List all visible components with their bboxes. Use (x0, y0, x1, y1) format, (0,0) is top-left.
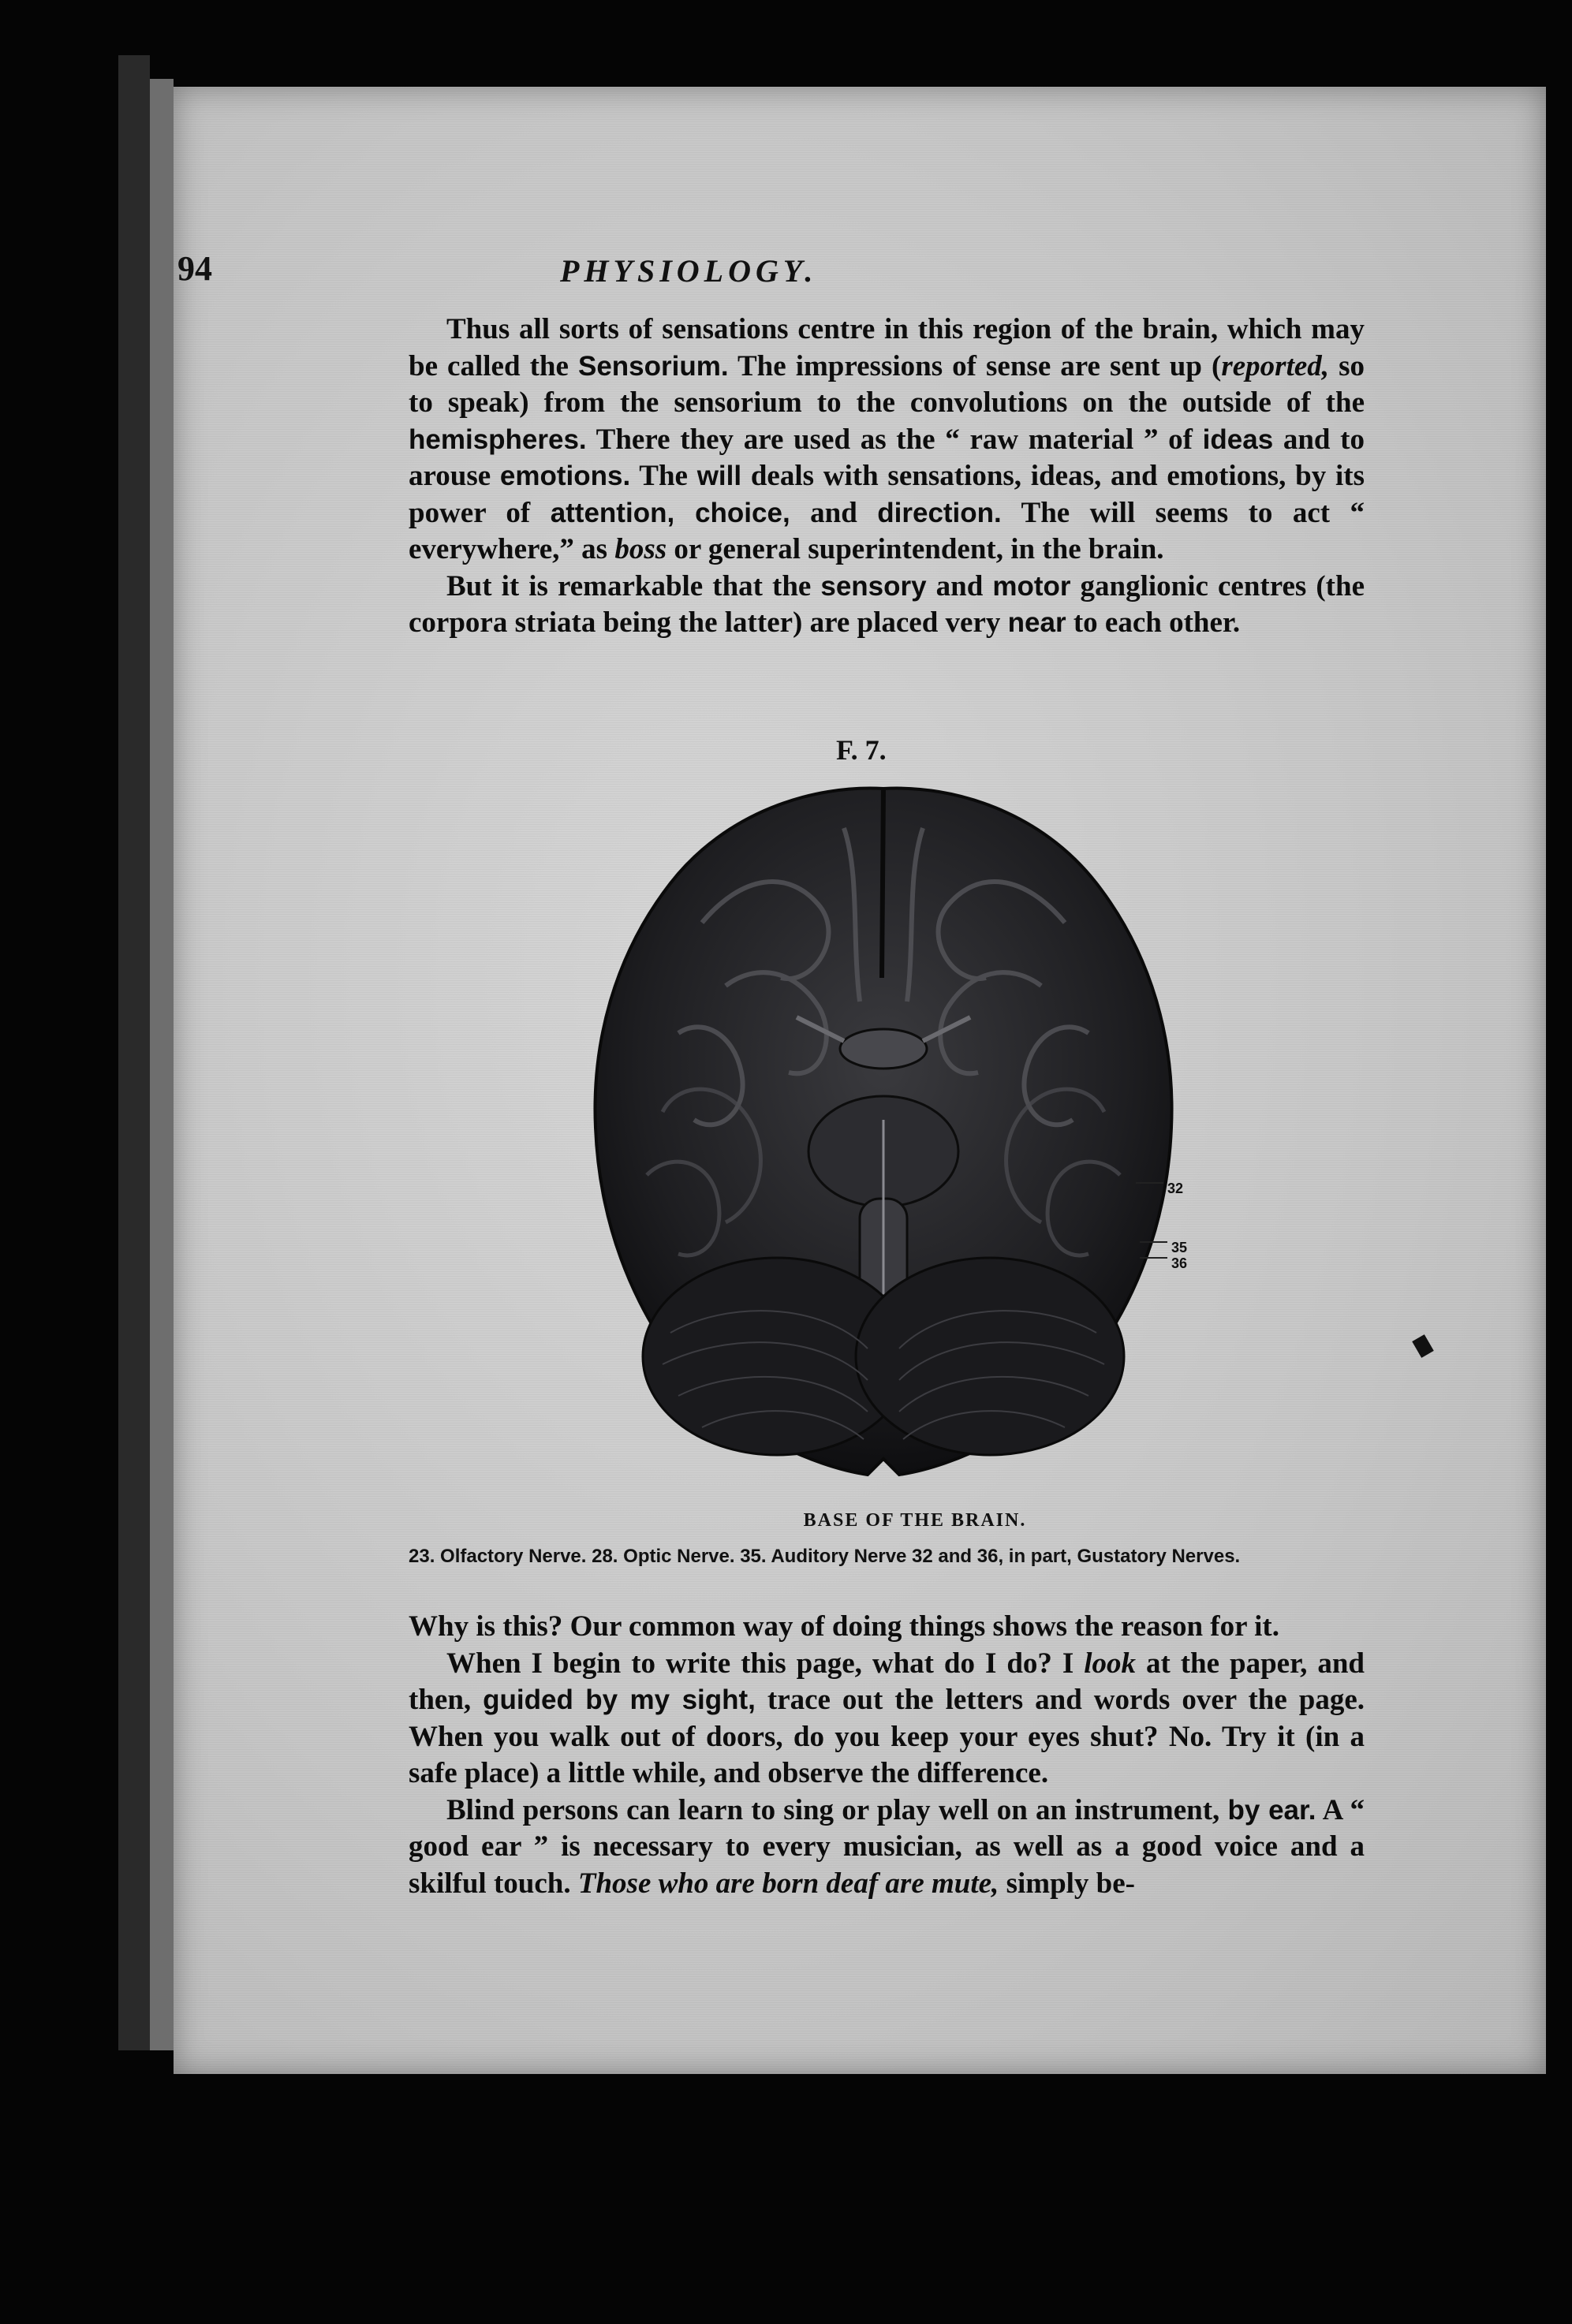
text-run: ideas (1202, 423, 1274, 455)
text-run: The (630, 460, 697, 492)
text-run: and (926, 569, 993, 602)
text-run: When I begin to write this page, what do I do? I (446, 1647, 1085, 1680)
text-run: A “ good ear ” is necessary to every musician, as well as a good voice and a skilful touch. (409, 1793, 1365, 1900)
text-run: attention, choice, (550, 497, 790, 528)
text-run: boss (614, 533, 667, 565)
brain-illustration (584, 781, 1183, 1506)
text-run: hemispheres. (409, 423, 587, 455)
text-run: by ear. (1227, 1794, 1316, 1826)
running-title: PHYSIOLOGY. (560, 253, 818, 289)
text-run: sensory (820, 570, 927, 602)
text-run: or general superintendent, in the brain. (667, 533, 1164, 565)
text-run: direction. (877, 497, 1002, 528)
paragraph (409, 1609, 1365, 1646)
paragraph (409, 311, 1365, 569)
text-run: near (1007, 607, 1066, 638)
text-run: guided by my sight, (483, 1684, 756, 1715)
bottom-text-block (409, 1609, 1365, 1902)
book-spine (118, 55, 150, 2050)
text-run: Those who are born deaf are mute, (577, 1867, 999, 1900)
text-run: Sensorium. (577, 350, 729, 382)
paragraph (409, 1792, 1365, 1903)
text-run: Thus all sorts of sensations centre in this region of the brain, which may be called the (409, 313, 1365, 382)
text-run: and to arouse (409, 423, 1365, 492)
text-run: Why is this? Our common way of doing things shows the reason for it. (409, 1610, 1279, 1643)
text-run: There they are used as the “ raw material ” of (586, 423, 1203, 456)
text-run: and (790, 496, 878, 529)
nerve-marker-35: 35 (1171, 1240, 1188, 1255)
figure-label: F. 7. (836, 734, 887, 766)
text-run: at the paper, and then, (409, 1647, 1365, 1716)
top-text-block (409, 311, 1365, 642)
page-edges (150, 79, 174, 2050)
paragraph (409, 1646, 1365, 1792)
figure-caption: BASE OF THE BRAIN. (803, 1510, 1027, 1531)
text-run: look (1084, 1647, 1136, 1680)
text-run: will (696, 461, 742, 491)
text-run: The will seems to act “ everywhere,” as (409, 496, 1365, 565)
text-run: But it is remarkable that the (446, 569, 821, 602)
text-run: The impressions of sense are sent up ( (728, 349, 1222, 382)
text-run: Blind persons can learn to sing or play well on an instrument, (446, 1793, 1228, 1826)
text-run: reported, (1221, 349, 1330, 382)
text-run: motor (992, 570, 1071, 602)
nerve-marker-36: 36 (1171, 1255, 1188, 1271)
text-run: to each other. (1066, 606, 1241, 639)
text-run: ganglionic centres (the corpora striata being the latter) are placed very (409, 569, 1365, 639)
page-number: 94 (177, 249, 212, 288)
nerve-marker-32: 32 (1167, 1181, 1184, 1196)
text-run: deals with sensations, ideas, and emotions, by its power of (409, 460, 1365, 529)
text-run: simply be- (999, 1867, 1135, 1900)
text-run: emotions. (499, 461, 631, 491)
figure-legend: 23. Olfactory Nerve. 28. Optic Nerve. 35. Auditory Nerve 32 and 36, in part, Gustatory Nerves. (409, 1546, 1241, 1567)
text-run: so to speak) from the sensorium to the convolutions on the outside of the (409, 349, 1365, 419)
paragraph (409, 569, 1365, 642)
text-run: trace out the letters and words over the page. When you walk out of doors, do you keep your eyes shut? No. Try it (in a safe place) a little while, and observe the difference. (409, 1684, 1365, 1789)
